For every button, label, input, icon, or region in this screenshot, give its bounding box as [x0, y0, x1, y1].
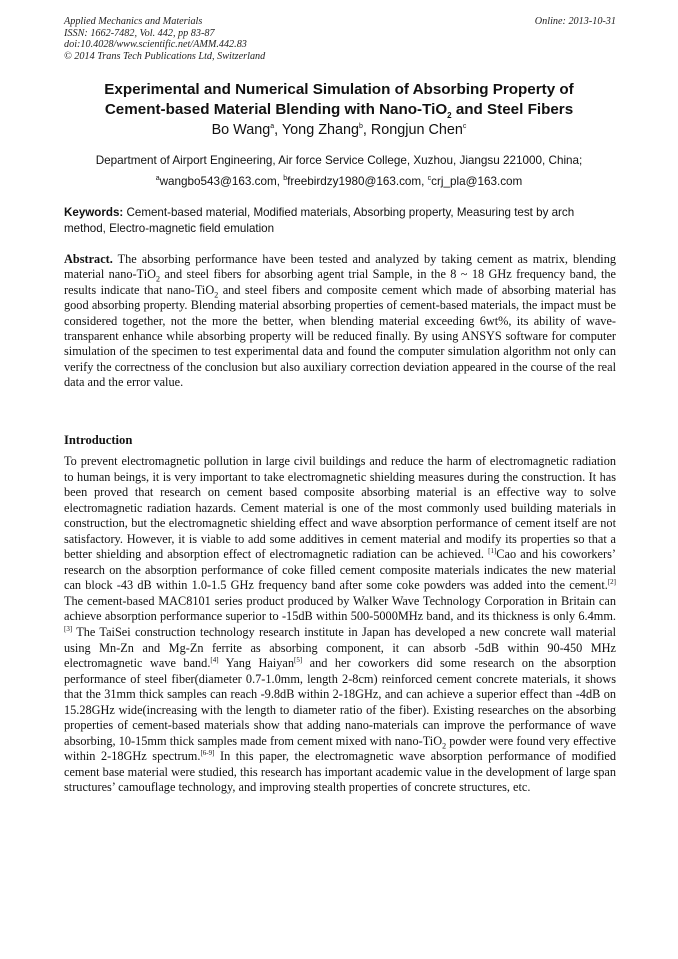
paper-title — [54, 80, 624, 119]
citation: [6-9] — [200, 749, 215, 758]
author-mark: c — [462, 123, 467, 131]
citation: [1] — [488, 547, 497, 556]
affiliation — [54, 150, 624, 192]
keywords-label: Keywords: — [64, 206, 124, 219]
author-list — [54, 122, 624, 138]
author-name: Bo Wang — [211, 122, 271, 138]
journal-header — [64, 16, 616, 62]
online-date: Online: 2013-10-31 — [534, 16, 616, 27]
title-line-2-tail: and Steel Fibers — [451, 100, 574, 118]
intro-text: Cao and his coworkers’ research on the absorption performance of coke filled cement composite materials indicates the new material can block -43 dB within 1.0-1.5 GHz frequency band after some coke powders was added into the cement. — [64, 547, 616, 593]
abstract-text: and steel fibers and composite cement which made of absorbing material has good absorbing property. Blending material absorbing properties of cement-based materials, the impact must be considered together, not the more the better, when blending material exceeding 6wt%, its ability of wave-transparent enhance while absorbing property will be reduced finally. By using ANSYS software for computer simulation of the specimen to test experimental data and found the computer simulation algorithm not only can verify the correctness of the conclusion but also auxiliary correction deviation appeared in the course of the real data and the error value. — [64, 282, 616, 390]
journal-copyright: © 2014 Trans Tech Publications Ltd, Switzerland — [64, 50, 266, 62]
author-mark: a — [270, 123, 275, 131]
intro-text: To prevent electromagnetic pollution in large civil buildings and reduce the harm of electromagnetic radiation to human beings, it is very important to take electromagnetic shielding measures during the construction. It has been proved that research on cement based composite absorbing material is an effective way to solve electromagnetic radiation hazards. Cement material is one of the most commonly used building materials in construction, but the electromagnetic shielding effect and wave absorption performance of cement itself are not satisfactory. However, it is viable to add some additives in cement material and modify its properties so that a better shielding and absorption effect of electromagnetic radiation can be achieved. — [64, 454, 616, 562]
author-name: Yong Zhang — [281, 122, 359, 138]
title-line-2 — [54, 100, 624, 120]
citation: [5] — [294, 656, 303, 665]
email-mark: a — [155, 175, 160, 183]
keywords-text: Cement-based material, Modified materials, Absorbing property, Measuring test by arch method, Electro-magnetic field emulation — [64, 206, 575, 235]
abstract-label: Abstract. — [64, 252, 113, 266]
author-mark: b — [359, 123, 363, 131]
citation: [4] — [210, 656, 219, 665]
email-address: freebirdzy1980@163.com, — [287, 175, 428, 188]
author-separator: , — [362, 122, 371, 138]
department: Department of Airport Engineering, Air force Service College, Xuzhou, Jiangsu 221000, China; — [95, 154, 583, 167]
intro-subscript: 2 — [442, 741, 447, 751]
author-name: Rongjun Chen — [370, 122, 463, 138]
citation: [2] — [607, 578, 616, 587]
introduction-heading: Introduction — [64, 433, 133, 447]
email-address: crj_pla@163.com — [431, 175, 523, 188]
title-line-2-text: Cement-based Material Blending with Nano-TiO — [104, 100, 448, 118]
journal-name: Applied Mechanics and Materials — [64, 16, 203, 27]
title-line-1: Experimental and Numerical Simulation of Absorbing Property of — [104, 81, 574, 98]
intro-text: Yang Haiyan — [218, 656, 294, 671]
journal-issn: ISSN: 1662-7482, Vol. 442, pp 83-87 — [64, 27, 215, 39]
intro-text: In this paper, the electromagnetic wave absorption performance of modified cement base material were studied, this research has important academic value in the development of large span structures’ camouflage technology, and improving stealth properties of concrete structures, etc. — [64, 749, 616, 795]
email-mark: b — [283, 175, 288, 183]
intro-text: powder were found very effective within 2-18GHz spectrum. — [64, 733, 616, 764]
title-subscript: 2 — [447, 110, 452, 120]
abstract-text: and steel fibers for absorbing agent trial Sample, in the 8 ~ 18 GHz frequency band, the results indicate that nano-TiO — [64, 267, 617, 297]
intro-text: The TaiSei construction technology research institute in Japan has developed a new concrete wall material using Mn-Zn and Mg-Zn ferrite as absorbing component, it can absorb -5dB within 90-450 MHz electromagnetic wave band. — [64, 625, 616, 671]
abstract-subscript: 2 — [214, 290, 219, 300]
abstract-section — [64, 252, 616, 391]
abstract-subscript: 2 — [156, 274, 161, 284]
keywords-section — [64, 205, 616, 237]
email-list — [54, 171, 624, 192]
intro-text: and her coworkers did some research on the absorption performance of steel fiber(diameter 0.7-1.0mm, length 2-8cm) reinforced cement concrete materials, it shows that the 31mm thick samples can reach -9.8dB within 2-18GHz, and can achieve a superior effect than -4dB on 15.28GHz wide(increasing with the length to diameter ratio of the fiber). Existing researches on the absorbing properties of cement-based materials show that adding nano-materials can improve the performance of wave absorbing, 10-15mm thick samples made from cement mixed with nano-TiO — [64, 656, 617, 748]
citation: [3] — [64, 624, 73, 633]
introduction-body — [64, 454, 616, 796]
email-address: wangbo543@163.com, — [159, 175, 284, 188]
author-separator: , — [274, 122, 282, 138]
journal-doi: doi:10.4028/www.scientific.net/AMM.442.83 — [64, 39, 247, 51]
abstract-text: The absorbing performance have been tested and analyzed by taking cement as matrix, blending material nano-TiO — [64, 252, 616, 282]
intro-text: The cement-based MAC8101 series product produced by Walker Wave Technology Corporation in Britain can achieve absorption performance superior to -15dB within 500-5000MHz band, and its thickness is only 6.4mm. — [64, 593, 616, 624]
email-mark: c — [427, 175, 432, 183]
